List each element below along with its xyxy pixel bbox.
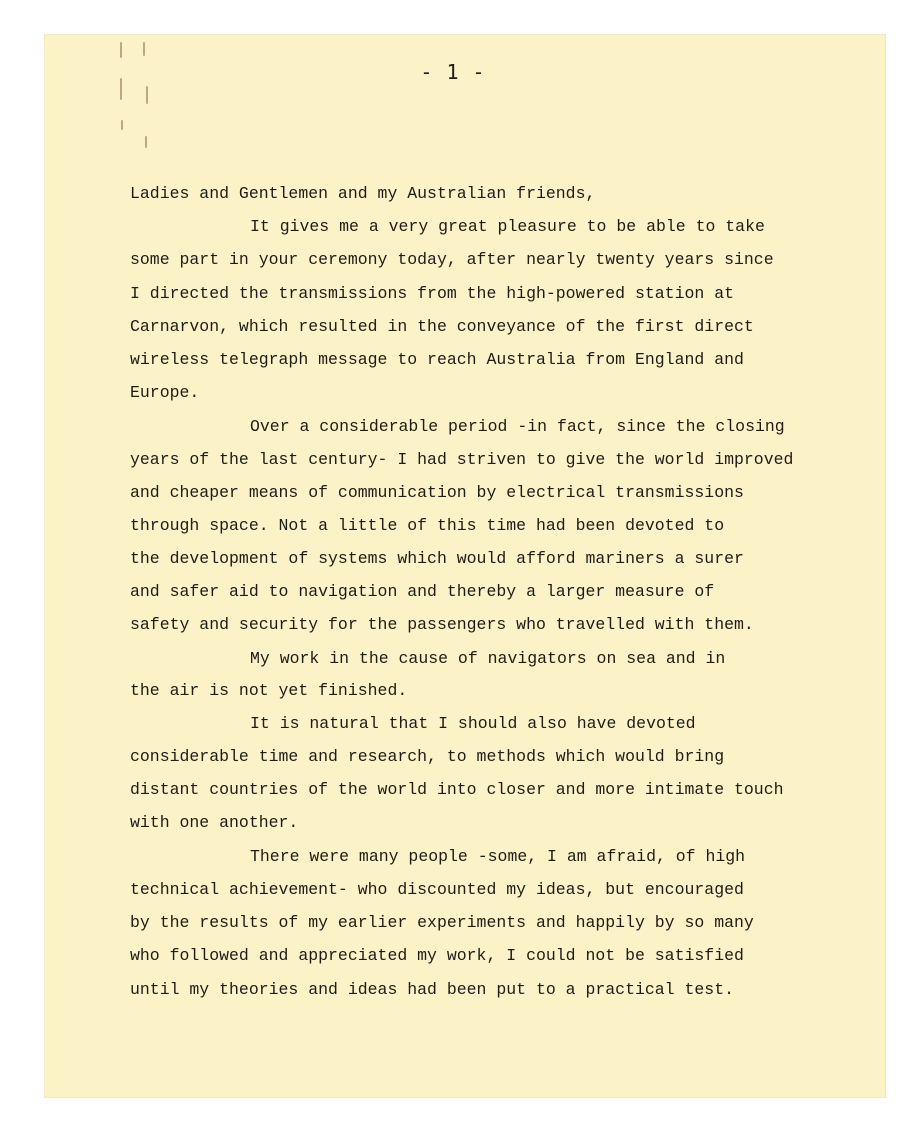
text-line: who followed and appreciated my work, I could not be satisfied [130,946,744,965]
text-line: the air is not yet finished. [130,681,408,700]
text-line: and cheaper means of communication by electrical transmissions [130,483,744,502]
text-line: It gives me a very great pleasure to be able to take [250,217,765,236]
text-line: I directed the transmissions from the high-powered station at [130,284,734,303]
text-line: technical achievement- who discounted my ideas, but encouraged [130,880,744,899]
text-line: There were many people -some, I am afraid, of high [250,847,746,866]
text-line: the development of systems which would afford mariners a surer [130,549,744,568]
text-line: until my theories and ideas had been put to a practical test. [130,980,734,999]
text-line: years of the last century- I had striven to give the world improved [130,450,794,469]
text-line: safety and security for the passengers who travelled with them. [130,615,754,634]
text-line: It is natural that I should also have devoted [250,714,696,733]
text-line: by the results of my earlier experiments and happily by so many [130,913,754,932]
text-line: Carnarvon, which resulted in the conveyance of the first direct [130,317,754,336]
salutation: Ladies and Gentlemen and my Australian friends, [130,184,596,203]
text-line: with one another. [130,813,299,832]
text-line: Europe. [130,383,200,402]
text-line: through space. Not a little of this time had been devoted to [130,516,725,535]
page-number: - 1 - [420,60,486,84]
text-line: My work in the cause of navigators on sea and in [250,649,726,668]
text-line: Over a considerable period -in fact, since the closing [250,417,785,436]
text-line: considerable time and research, to methods which would bring [130,747,725,766]
text-line: some part in your ceremony today, after nearly twenty years since [130,250,774,269]
text-line: and safer aid to navigation and thereby a larger measure of [130,582,715,601]
text-line: wireless telegraph message to reach Australia from England and [130,350,744,369]
text-line: distant countries of the world into closer and more intimate touch [130,780,784,799]
